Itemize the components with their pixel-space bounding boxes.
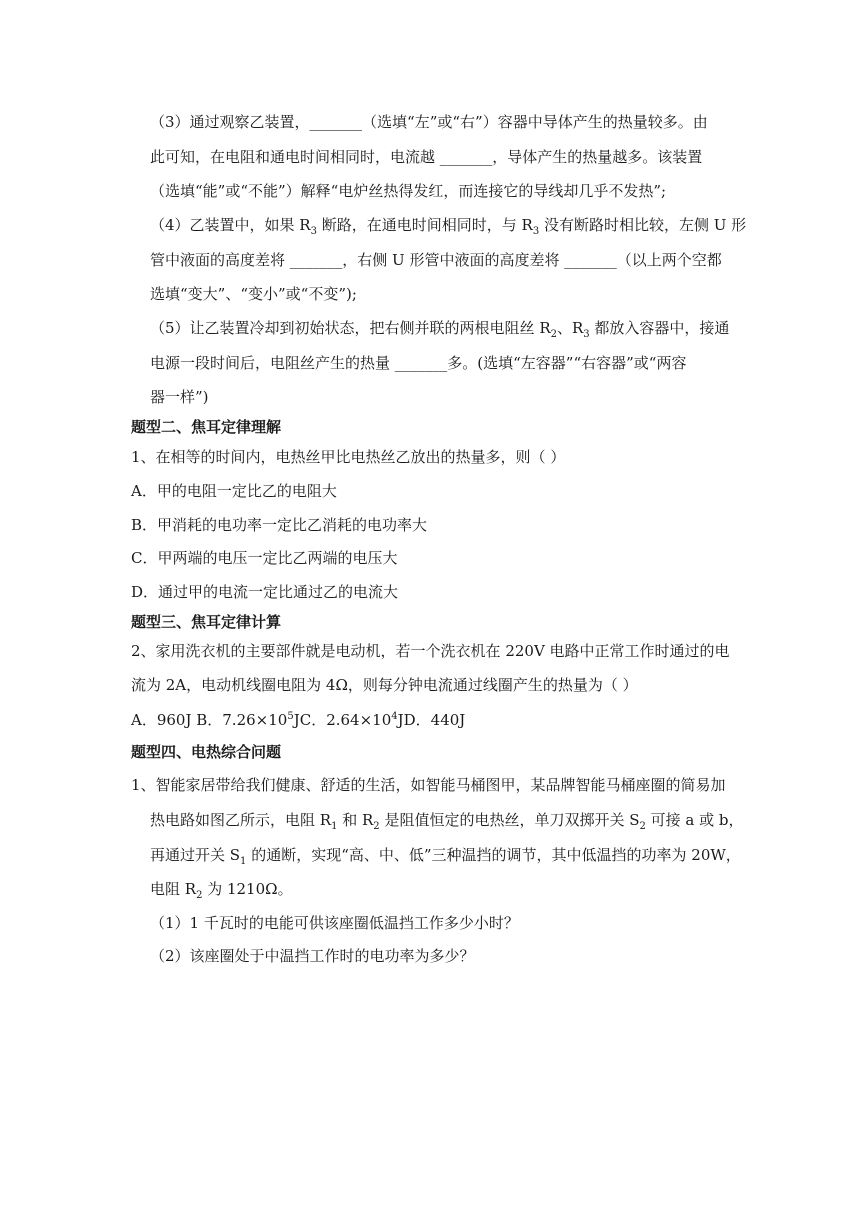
q5-sub-2: 3 (583, 329, 590, 340)
p3-text-2d: 可接 a 或 b， (645, 811, 744, 829)
p2-sup-2: 4 (391, 711, 398, 722)
section-3-heading: 题型三、焦耳定律计算 (131, 613, 282, 631)
p1-option-a: A．甲的电阻一定比乙的电阻大 (131, 482, 337, 500)
q5-text-a: （5）让乙装置冷却到初始状态，把右侧并联的两根电阻丝 R (150, 319, 551, 337)
p3-text-2a: 热电路如图乙所示，电阻 R (150, 811, 332, 829)
q4-sub-2: 3 (532, 226, 540, 237)
q5-line-3: 器一样”) (150, 388, 209, 406)
p3-line-4 (150, 879, 293, 899)
p2-opts-a: A．960J B．7.26×10 (131, 711, 288, 729)
q4-sub-1: 3 (310, 226, 317, 237)
q4-text-a: （4）乙装置中，如果 R (150, 216, 311, 234)
p2-opts-b: JC．2.64×10 (293, 711, 392, 729)
q4-line-2: 管中液面的高度差将 _______，右侧 U 形管中液面的高度差将 _______（以上两个空都 (150, 251, 722, 269)
q5-sub-1: 2 (550, 329, 557, 340)
p3-sub-5: 2 (196, 890, 203, 901)
section-2-heading: 题型二、焦耳定律理解 (131, 418, 282, 436)
q4-line-1 (150, 215, 746, 235)
q5-line-2: 电源一段时间后，电阻丝产生的热量 _______多。(选填“左容器”“右容器”或“两容 (150, 354, 687, 372)
p3-line-1: 1、智能家居带给我们健康、舒适的生活，如智能马桶图甲，某品牌智能马桶座圈的简易加 (131, 776, 726, 794)
p3-sub-4: 1 (240, 856, 247, 867)
q5-line-1 (150, 318, 729, 338)
p1-option-c: C．甲两端的电压一定比乙两端的电压大 (131, 549, 398, 567)
q4-line-3: 选填“变大”、“变小”或“不变”); (150, 285, 357, 303)
q4-text-b: 断路，在通电时间相同时，与 R (316, 216, 533, 234)
p3-subquestion-2: （2）该座圈处于中温挡工作时的电功率为多少？ (150, 947, 475, 965)
p2-sup-1: 5 (287, 711, 294, 722)
p1-question: 1、在相等的时间内，电热丝甲比电热丝乙放出的热量多，则（ ） (131, 448, 566, 466)
p3-line-2 (150, 810, 744, 830)
p3-line-3 (150, 845, 741, 865)
p1-option-b: B．甲消耗的电功率一定比乙消耗的电功率大 (131, 516, 428, 534)
p3-text-2c: 是阻值恒定的电热丝，单刀双掷开关 S (379, 811, 640, 829)
section-4-heading: 题型四、电热综合问题 (131, 743, 282, 761)
q3-line-2: 此可知，在电阻和通电时间相同时，电流越 _______，导体产生的热量越多。该装置 (150, 148, 703, 166)
p2-line-1: 2、家用洗衣机的主要部件就是电动机，若一个洗衣机在 220V 电路中正常工作时通过的电 (131, 642, 730, 660)
p3-sub-2: 2 (373, 821, 380, 832)
p3-text-4b: 为 1210Ω。 (202, 880, 293, 898)
p3-text-3a: 再通过开关 S (150, 846, 241, 864)
p3-sub-1: 1 (331, 821, 338, 832)
q3-line-1: （3）通过观察乙装置，_______（选填“左”或“右”）容器中导体产生的热量较多。由 (150, 113, 708, 131)
p3-subquestion-1: （1）1 千瓦时的电能可供该座圈低温挡工作多少小时？ (150, 914, 519, 932)
p3-text-3b: 的通断，实现“高、中、低”三种温挡的调节，其中低温挡的功率为 20W， (246, 846, 741, 864)
p1-option-d: D．通过甲的电流一定比通过乙的电流大 (131, 583, 399, 601)
q4-text-c: 没有断路时相比较，左侧 U 形 (539, 216, 747, 234)
q3-line-3: （选填“能”或“不能”）解释“电炉丝热得发红，而连接它的导线却几乎不发热”; (150, 182, 667, 200)
p3-text-2b: 和 R (337, 811, 374, 829)
p2-opts-c: JD．440J (397, 711, 466, 729)
p2-options (131, 710, 465, 730)
p3-sub-3: 2 (639, 821, 646, 832)
p3-text-4a: 电阻 R (150, 880, 197, 898)
p2-line-2: 流为 2A，电动机线圈电阻为 4Ω，则每分钟电流通过线圈产生的热量为（ ） (131, 676, 638, 694)
q5-text-c: 都放入容器中，接通 (589, 319, 730, 337)
q5-text-b: 、R (556, 319, 584, 337)
